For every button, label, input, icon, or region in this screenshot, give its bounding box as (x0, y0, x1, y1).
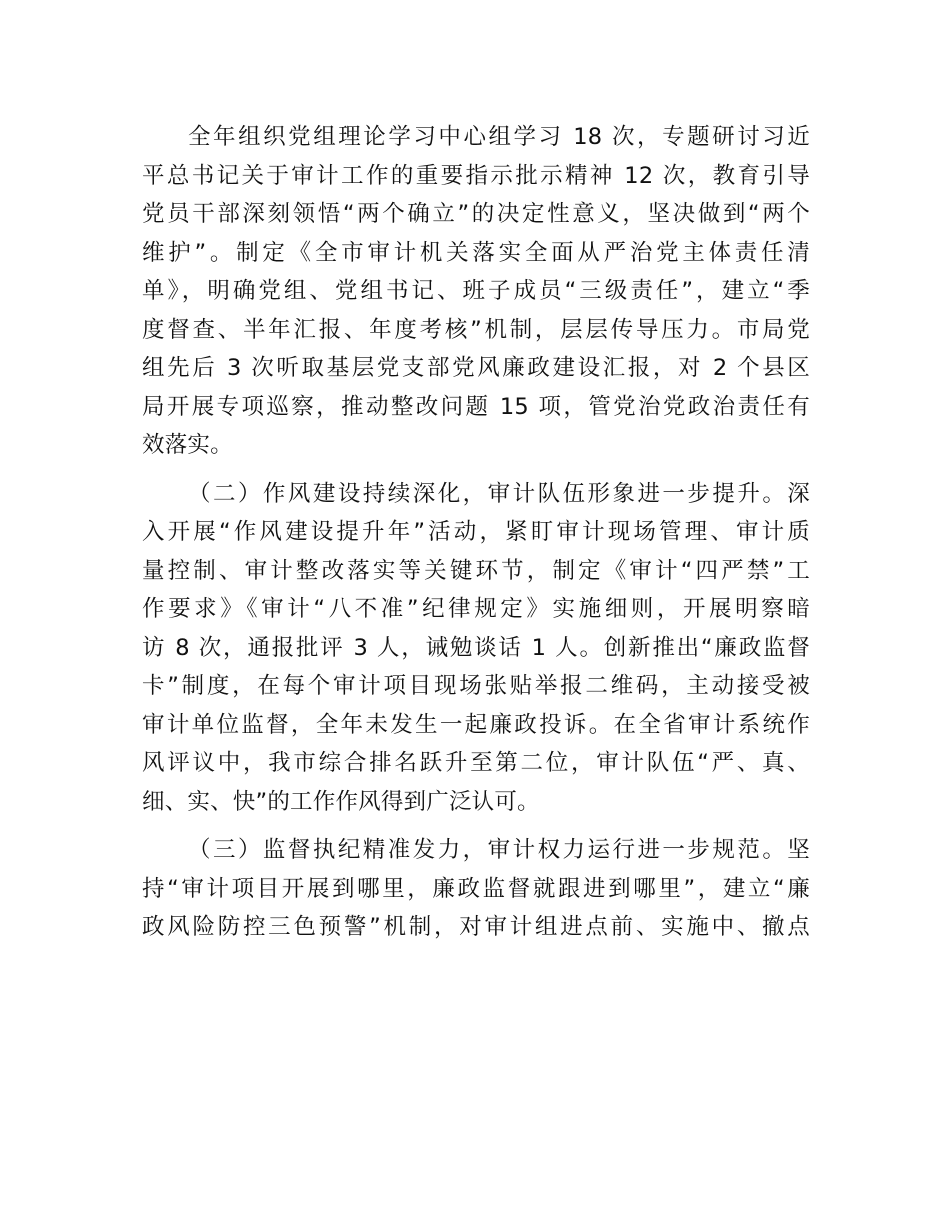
paragraph-work-style (142, 475, 810, 822)
paragraph-supervision (142, 831, 810, 947)
paragraph-party-building (142, 118, 810, 465)
text-line: 细、实、快”的工作作风得到广泛认可。 (142, 788, 540, 815)
text-line: 全年组织党组理论学习中心组学习 18 次，专题研讨习近 (188, 124, 810, 150)
text-line: 持“审计项目开展到哪里，廉政监督就跟进到哪里”，建立“廉 (142, 875, 810, 902)
text-line: 作要求》《审计“八不准”纪律规定》实施细则，开展明察暗 (142, 596, 810, 622)
text-line: 平总书记关于审计工作的重要指示批示精神 12 次，教育引导 (142, 162, 810, 189)
text-line: 风评议中，我市综合排名跃升至第二位，审计队伍“严、真、 (142, 750, 810, 776)
text-line: 组先后 3 次听取基层党支部党风廉政建设汇报，对 2 个县区 (142, 355, 810, 381)
text-line: 党员干部深刻领悟“两个确立”的决定性意义，坚决做到“两个 (142, 201, 810, 227)
text-line: 入开展“作风建设提升年”活动，紧盯审计现场管理、审计质 (142, 519, 810, 545)
text-line: 局开展专项巡察，推动整改问题 15 项，管党治党政治责任有 (142, 393, 810, 420)
text-line: 卡”制度，在每个审计项目现场张贴举报二维码，主动接受被 (142, 673, 810, 699)
text-line: 效落实。 (142, 432, 233, 458)
section-heading-line: （三）监督执纪精准发力，审计权力运行进一步规范。坚 (188, 837, 810, 863)
document-body (142, 118, 810, 957)
text-line: 单》，明确党组、党组书记、班子成员“三级责任”，建立“季 (142, 278, 810, 304)
text-line: 访 8 次，通报批评 3 人，诫勉谈话 1 人。创新推出“廉政监督 (142, 634, 810, 661)
text-line: 政风险防控三色预警”机制，对审计组进点前、实施中、撤点 (142, 914, 810, 940)
text-line: 审计单位监督，全年未发生一起廉政投诉。在全省审计系统作 (142, 711, 810, 738)
text-line: 度督查、半年汇报、年度考核”机制，层层传导压力。市局党 (142, 316, 810, 343)
text-line: 维护”。制定《全市审计机关落实全面从严治党主体责任清 (142, 239, 810, 266)
text-line: 量控制、审计整改落实等关键环节，制定《审计“四严禁”工 (142, 557, 810, 584)
section-heading-line: （二）作风建设持续深化，审计队伍形象进一步提升。深 (188, 480, 810, 507)
